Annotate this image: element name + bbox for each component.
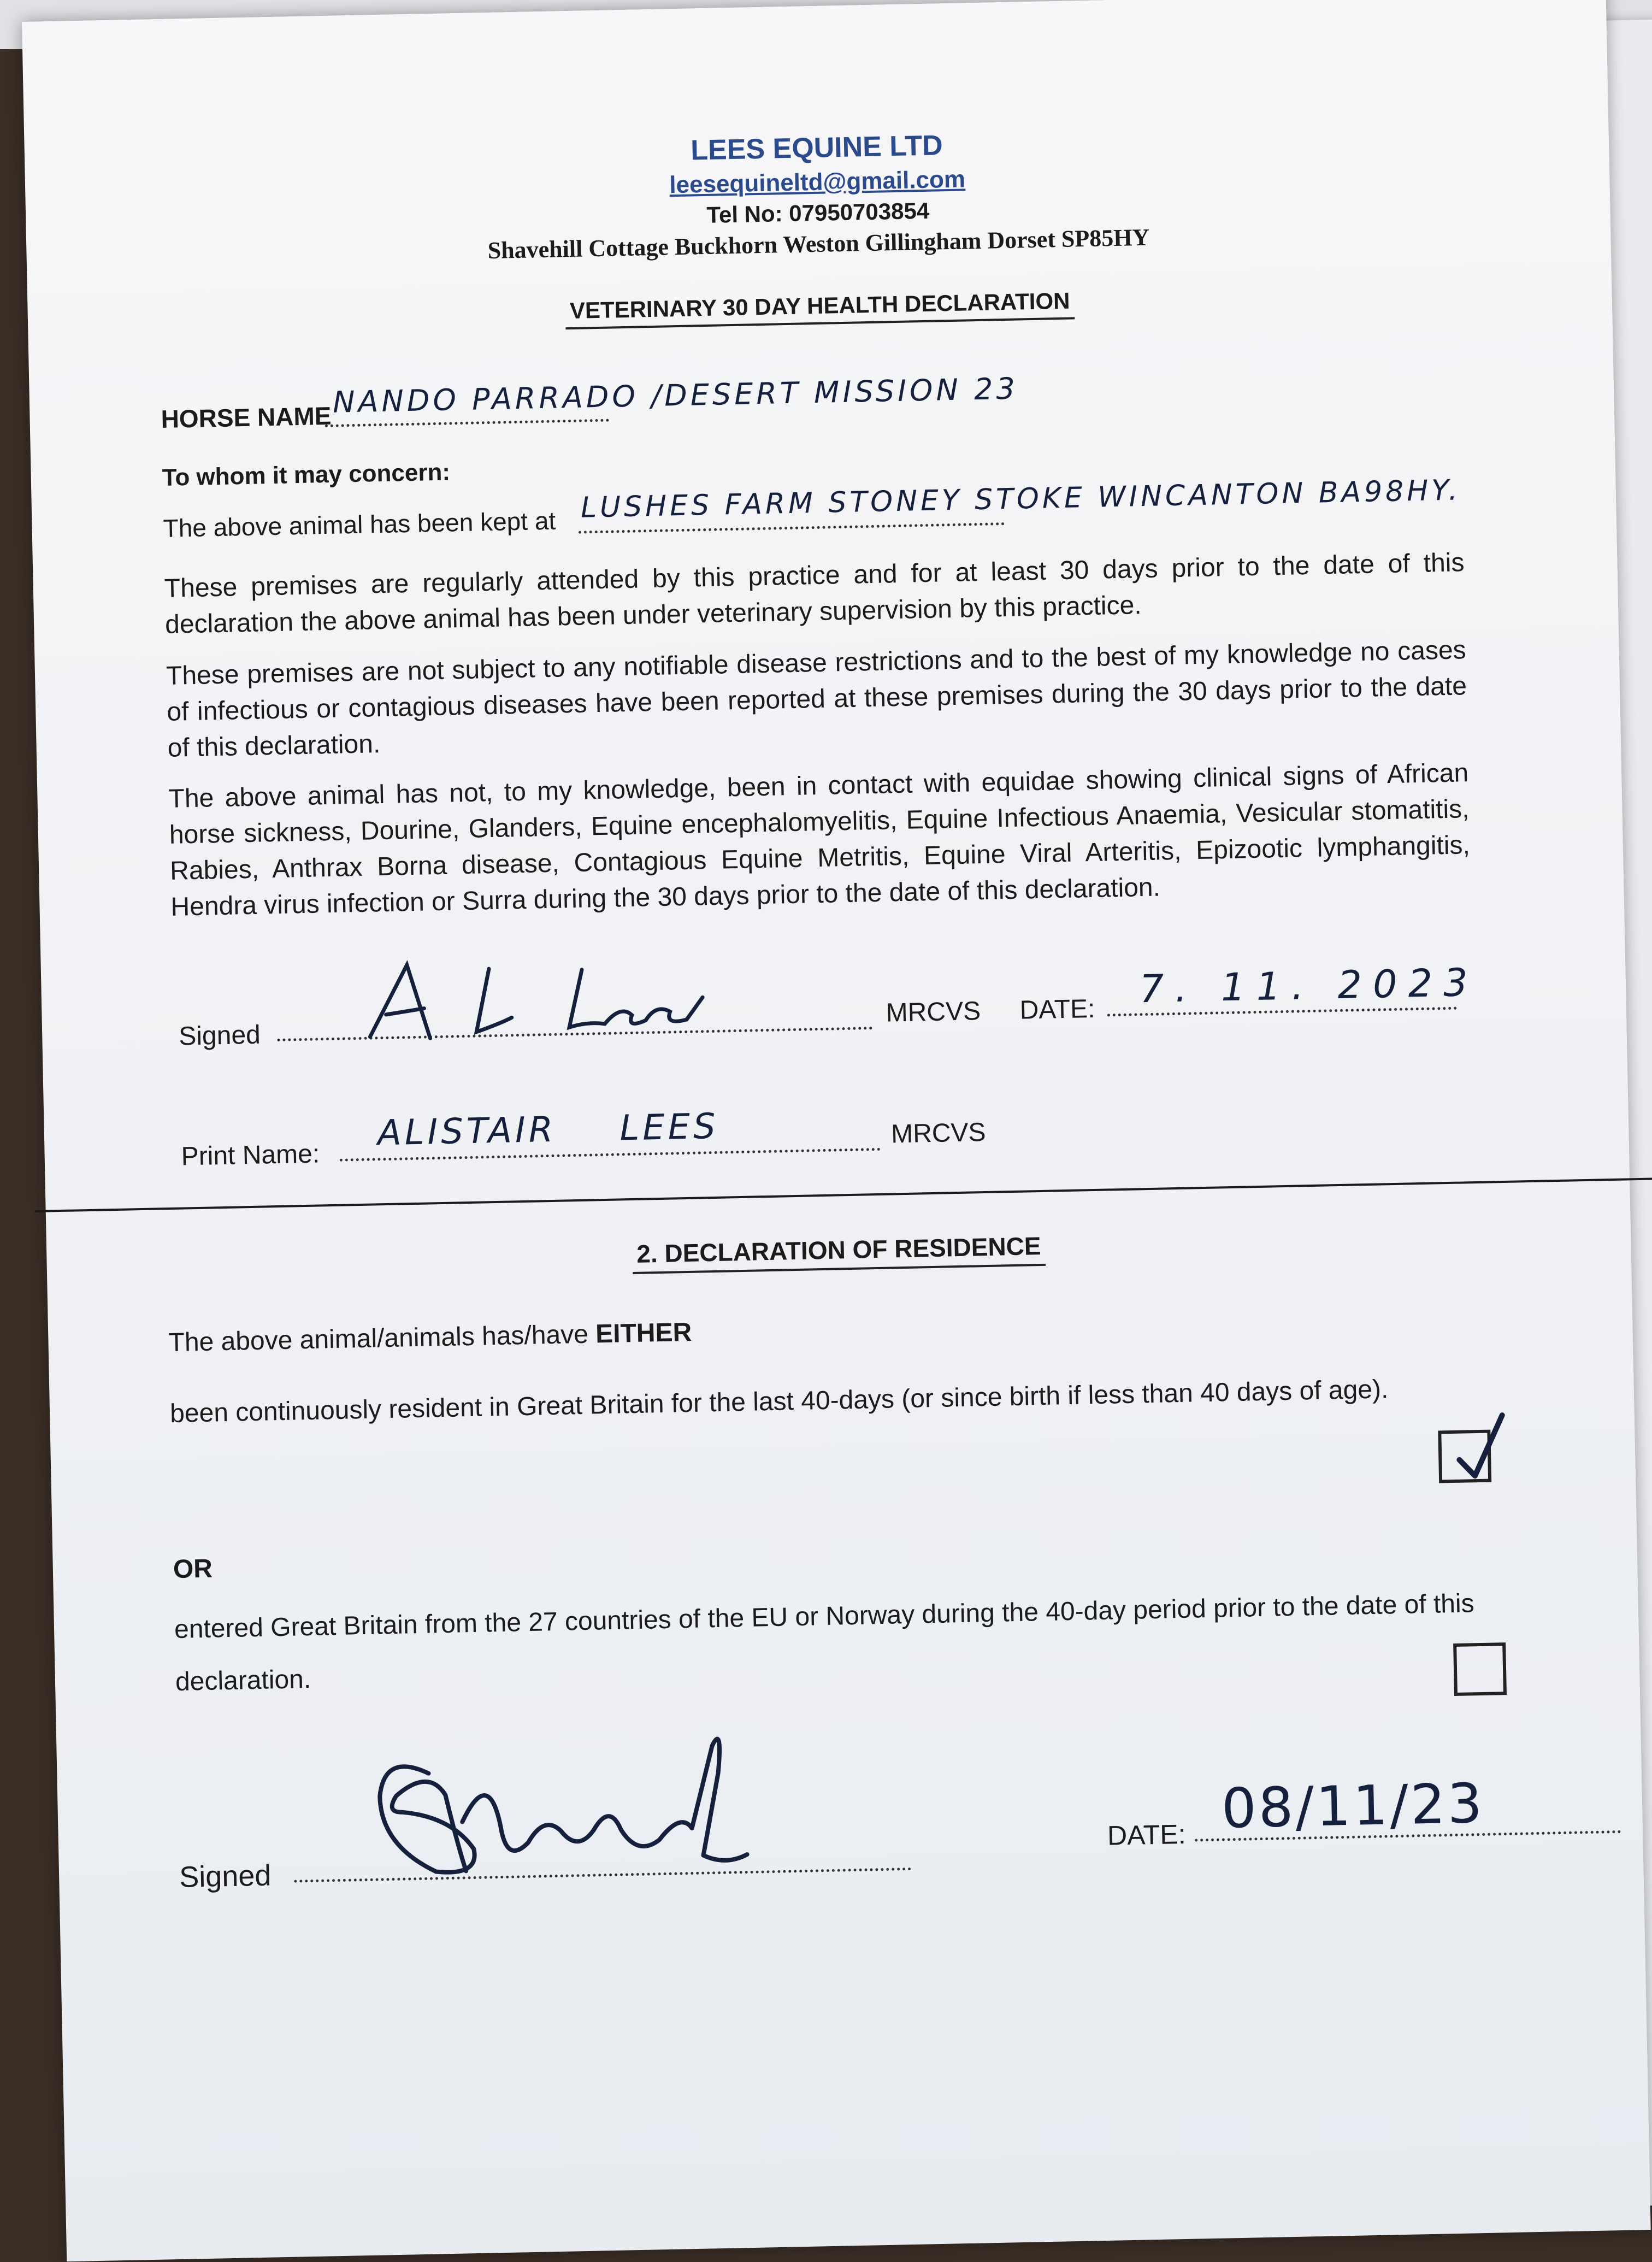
section2-option2-text: entered Great Britain from the 27 countries of the EU or Norway during the 40-day period prior to the date of this declaration. (174, 1589, 1475, 1696)
print-name-label: Print Name: (181, 1139, 320, 1171)
declaration-document (22, 0, 1651, 2261)
paragraph-supervision: These premises are regularly attended by this practice and for at least 30 days prior to the date of this declaration the above animal has been under veterinary supervision by this practice. (164, 548, 1465, 639)
company-name: LEES EQUINE LTD (690, 129, 943, 167)
owner-signed-label: Signed (179, 1859, 272, 1894)
check-icon (1449, 1411, 1511, 1488)
horse-name-value: NANDO PARRADO /DESERT MISSION 23 (332, 371, 1019, 420)
owner-signature (362, 1729, 758, 1889)
company-telephone: Tel No: 07950703854 (706, 197, 930, 228)
vet-signature (346, 936, 742, 1053)
greeting: To whom it may concern: (162, 458, 451, 492)
section2-intro (168, 1317, 692, 1358)
section2-intro-text: The above animal/animals has/have (168, 1320, 589, 1358)
paragraph-disease-restrictions: These premises are not subject to any notifiable disease restrictions and to the best of my knowledge no cases of infectious or contagious diseases have been reported at these premises during the 30 days prior to the date of this declaration. (166, 635, 1467, 763)
section-divider (35, 1177, 1652, 1212)
option1-checkbox[interactable] (1438, 1430, 1491, 1483)
option2-checkbox[interactable] (1453, 1642, 1507, 1696)
kept-at-dotted-line (579, 522, 1005, 534)
section2-either: EITHER (595, 1317, 692, 1349)
section2-title (46, 1219, 1631, 1286)
vet-mrcvs-label: MRCVS (886, 997, 981, 1028)
document-title (28, 277, 1613, 340)
company-email[interactable]: leesequineltd@gmail.com (669, 166, 966, 199)
kept-at-value: LUSHES FARM STONEY STOKE WINCANTON BA98HY. (580, 474, 1461, 525)
section2-title-text: 2. DECLARATION OF RESIDENCE (632, 1231, 1046, 1274)
section2-or: OR (173, 1554, 213, 1584)
owner-date-value: 08/11/23 (1220, 1771, 1485, 1841)
owner-date-label: DATE: (1107, 1818, 1187, 1851)
document-title-text: VETERINARY 30 DAY HEALTH DECLARATION (565, 287, 1075, 329)
kept-at-label: The above animal has been kept at (163, 506, 556, 543)
print-name-value: ALISTAIR LEES (377, 1106, 719, 1154)
print-name-mrcvs-label: MRCVS (890, 1118, 987, 1149)
vet-signed-label: Signed (178, 1020, 261, 1051)
vet-date-label: DATE: (1019, 994, 1095, 1025)
vet-date-value: 7. 11. 2023 (1139, 959, 1479, 1012)
company-address: Shavehill Cottage Buckhorn Weston Gillingham Dorset SP85HY (487, 223, 1150, 264)
horse-name-label: HORSE NAME (161, 401, 332, 434)
paragraph-contact-declaration: The above animal has not, to my knowledge, been in contact with equidae showing clinical signs of African horse sickness, Dourine, Glanders, Equine encephalomyelitis, Equine Infectious Anaemia, Vesicular stomatitis, Rabies, Anthrax Borna disease, Contagious Equine Metritis, Equine Viral Arteritis, Epizootic lymphangitis, Hendra virus infection or Surra during the 30 days prior to the date of this declaration. (168, 758, 1471, 922)
horse-name-dotted-line (325, 419, 609, 427)
section2-option1-text: been continuously resident in Great Britain for the last 40-days (or since birth if less than 40 days of age). (169, 1375, 1389, 1429)
